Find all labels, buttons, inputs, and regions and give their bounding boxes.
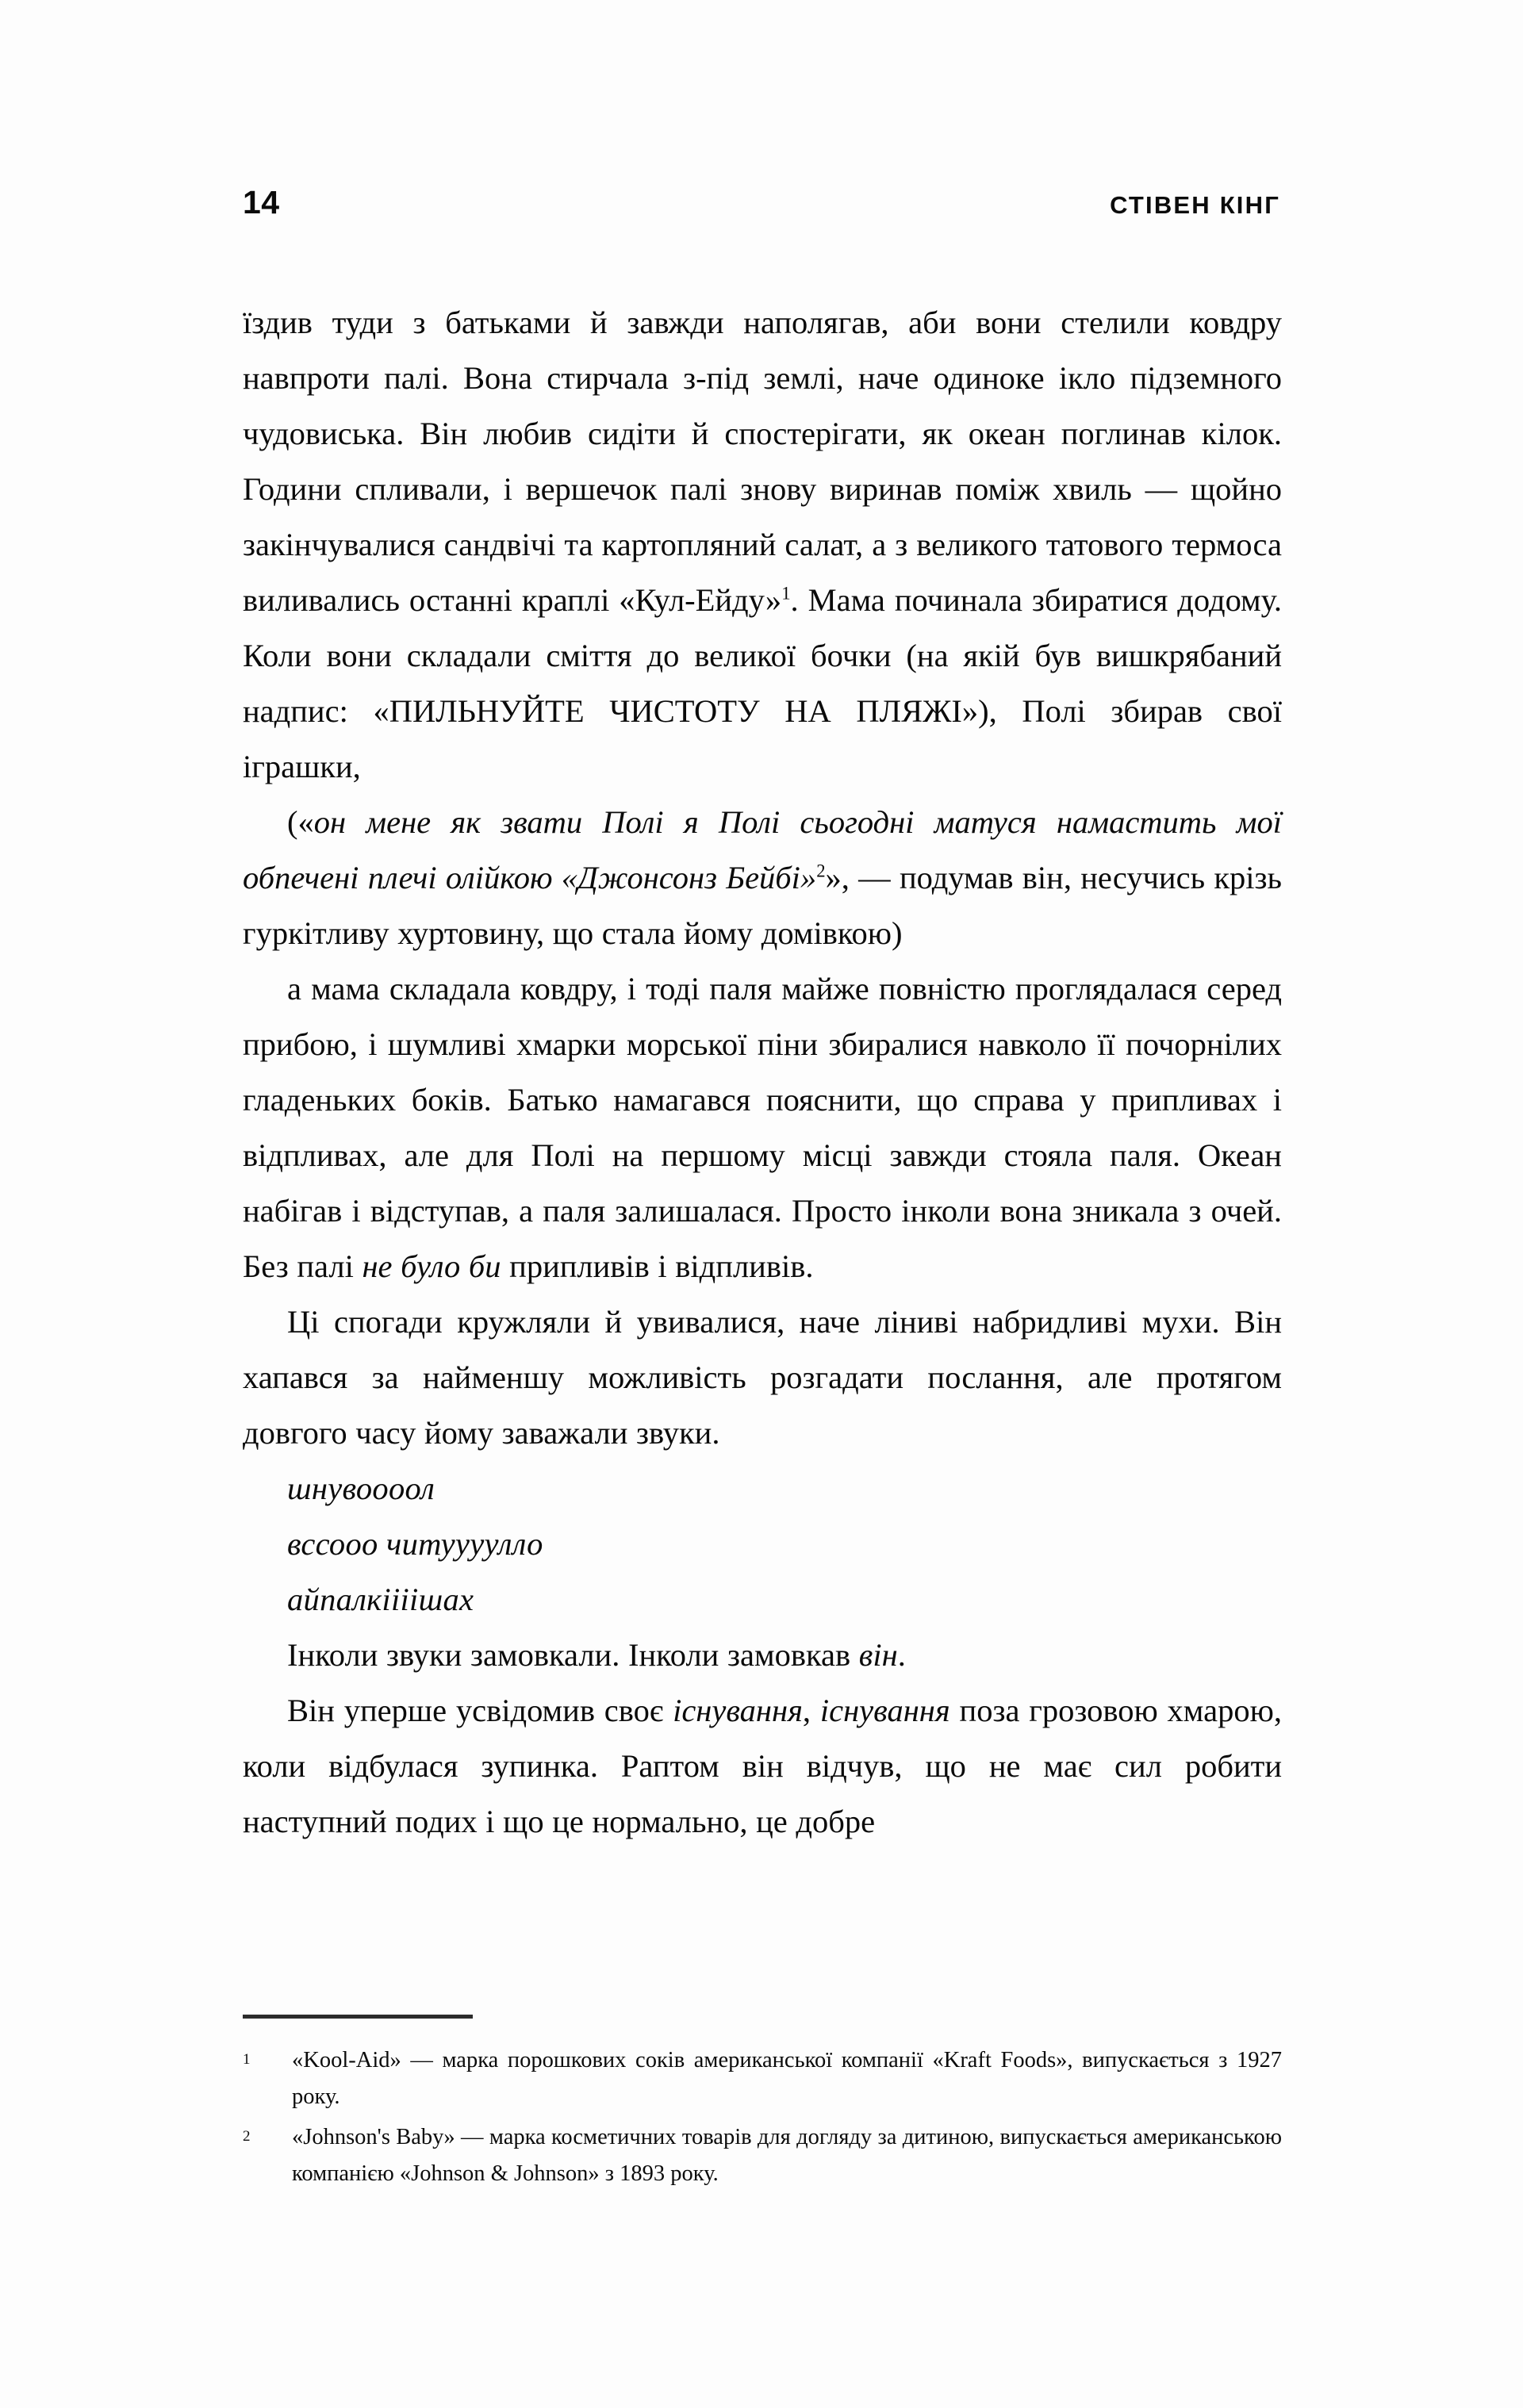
footnote-separator-rule (243, 2015, 473, 2019)
paragraph-5-text-b: . (897, 1637, 906, 1673)
italic-emphasis-ne-bulo-by: не було би (362, 1248, 501, 1284)
paragraph-6-text-b: , (802, 1693, 820, 1728)
paragraph-1-text: їздив туди з батьками й завжди наполягав, аби вони стелили ковдру навпроти палі. Вона стирчала з-під землі, наче одиноке ікло підземного чудовиська. Він любив сидіти й спостерігати, як океан поглинав кілок. Години спливали, і вершечок палі знову виринав поміж хвиль — щойно закінчувалися сандвічі та картопляний салат, а з великого татового термоса виливались останні краплі «Кул-Ейду» (243, 305, 1282, 618)
paragraph-5-text-a: Інколи звуки замовкали. Інколи замовкав (287, 1637, 859, 1673)
paragraph-awareness (243, 1683, 1282, 1850)
paragraph-3-tail: припливів і відпливів. (501, 1248, 814, 1284)
paragraph-2-tail: », — подумав він, несучись крізь гуркітливу хуртовину, що стала йому домівкою) (243, 860, 1282, 951)
paragraph-memories-flies: Ці спогади кружляли й увивалися, наче ліниві набридливі мухи. Він хапався за найменшу можливість розгадати послання, але протягом довгого часу йому заважали звуки. (243, 1304, 1282, 1451)
paragraph-continuation (243, 295, 1282, 795)
footnote-ref-1[interactable]: 1 (781, 583, 791, 604)
footnote-text: «Kool-Aid» — марка порошкових соків американської компанії «Kraft Foods», випускається з 1927 року. (292, 2048, 1282, 2109)
sound-line-2: вссооо читуууулло (287, 1526, 543, 1562)
sound-line-3: айпалкіііішах (287, 1582, 474, 1617)
paragraph-6-text-c: поза грозовою хмарою, коли відбулася зупинка. Раптом він відчув, що не має сил робити наступний подих і що це нормально, це добре (243, 1693, 1282, 1839)
footnote-number: 1 (243, 2051, 251, 2068)
footnote-item (243, 2042, 1282, 2115)
footnote-ref-2[interactable]: 2 (816, 861, 826, 881)
italic-emphasis-isnuvannya-2: існування (819, 1693, 950, 1728)
paragraph-1-continuation: . Мама починала збиратися додому. Коли вони складали сміття до великої бочки (на якій був вишкрябаний надпис: «ПИЛЬНУЙТЕ ЧИСТОТУ НА ПЛЯЖІ»), Полі збирав свої іграшки, (243, 582, 1282, 784)
sound-line-1: шнувоооол (287, 1470, 435, 1506)
footnote-number: 2 (243, 2128, 251, 2145)
paragraph-3-text: а мама складала ковдру, і тоді паля майже повністю проглядалася серед прибою, і шумливі хмарки морської піни збиралися навколо її почорнілих гладеньких боків. Батько намагався пояснити, що справа у припливах і відпливах, але для Полі на першому місці завжди стояла паля. Океан набігав і відступав, а паля залишалася. Просто інколи вона зникала з очей. Без палі (243, 971, 1282, 1284)
running-head (243, 184, 1280, 225)
footnote-item (243, 2119, 1282, 2192)
paragraph-interior-monologue (243, 795, 1282, 961)
footnote-text: «Johnson's Baby» — марка косметичних товарів для догляду за дитиною, випускається американською компанією «Johnson & Johnson» з 1893 року. (292, 2125, 1282, 2186)
italic-emphasis-isnuvannya-1: існування (673, 1693, 803, 1728)
footnotes-section (243, 2015, 1282, 2196)
running-head-title: СТІВЕН КІНГ (1110, 191, 1280, 219)
italic-monologue-text: он мене як звати Полі я Полі сьогодні матуся намастить мої обпечені плечі олійкою «Джонсонз Бейбі» (243, 804, 1282, 895)
paragraph-pile-memory (243, 961, 1282, 1294)
paragraph-sounds-silent (243, 1628, 1282, 1683)
italic-emphasis-vin: він (858, 1637, 898, 1673)
paragraph-6-text-a: Він уперше усвідомив своє (287, 1693, 673, 1728)
body-text-block (243, 295, 1282, 1850)
quote-open: (« (287, 804, 314, 840)
page-number: 14 (243, 184, 280, 220)
